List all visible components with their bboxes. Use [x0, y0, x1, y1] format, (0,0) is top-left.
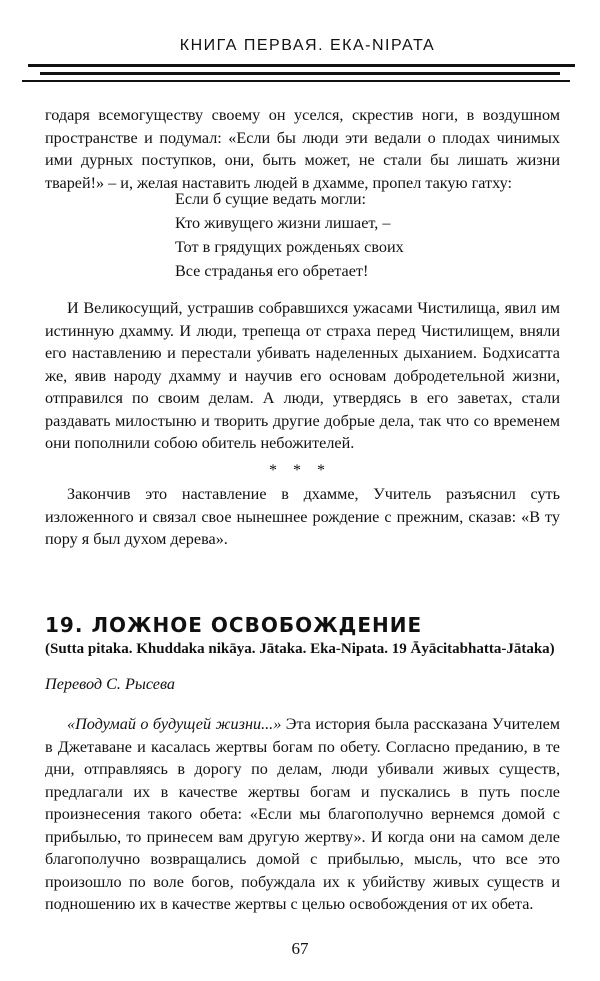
- source-reference: (Sutta pitaka. Khuddaka nikāya. Jātaka. Eka-Nipata. 19 Āyācitabhatta-Jātaka): [45, 641, 555, 657]
- translator-credit: Перевод С. Рысева: [45, 675, 175, 693]
- verse-line: Если б сущие ведать могли:: [175, 190, 366, 208]
- section-title: ЛОЖНОЕ ОСВОБОЖДЕНИЕ: [91, 613, 423, 637]
- page-header: [0, 0, 600, 100]
- header-rule: [40, 72, 560, 75]
- verse-line: Все страданья его обретает!: [175, 262, 369, 280]
- section-number: 19.: [45, 613, 84, 637]
- paragraph-continuation: годаря всемогуществу своему он уселся, скрестив ноги, в воздушном пространстве и подумал: «Если бы люди эти ведали о плодах чинимых ими дурных поступков, они, быть может, не стали бы лишать жизни тварей!» – и, желая наставить людей в дхамме, пропел такую гатху:: [45, 106, 560, 192]
- paragraph: Закончив это наставление в дхамме, Учитель разъяснил суть изложенного и связал свое нынешнее рождение с прежним, сказав: «В ту пору я был духом дерева».: [45, 485, 560, 548]
- verse-gatha: [175, 187, 404, 283]
- header-rule: [22, 80, 570, 82]
- page-number: 67: [291, 939, 309, 958]
- verse-line: Тот в грядущих рожденьях своих: [175, 238, 404, 256]
- running-title: КНИГА ПЕРВАЯ. ЕКА-NIPATA: [179, 37, 436, 54]
- paragraph-body: Эта история была рассказана Учителем в Джетаване и касалась жертвы богам по обету. Согласно преданию, в те дни, отправляясь в дорогу по делам, люди убивали живых существ, предлагали их в качестве жертвы богам и пускались в путь после произнесения такого обета: «Если мы благополучно вернемся домой с прибылью, то принесем вам другую жертву». И когда они на самом деле благополучно возвращались домой с прибылью, мысль, что все это произошло по воле богов, побуждала их к убийству живых существ и подношению их в качестве жертвы с целью освобождения от их обета.: [45, 715, 560, 913]
- verse-line: Кто живущего жизни лишает, –: [175, 214, 391, 232]
- paragraph-lead-quote: «Подумай о будущей жизни...»: [67, 715, 282, 733]
- section-heading: [45, 613, 422, 637]
- paragraph: И Великосущий, устрашив собравшихся ужасами Чистилища, явил им истинную дхамму. И люди, трепеща от страха перед Чистилищем, вняли его наставлению и перестали убивать наделенных дыханием. Бодхисатта же, явив народу дхамму и научив его основам добродетельной жизни, отправился по своим делам. А люди, утвердясь в его заветах, стали раздавать милостыню и творить другие добрые дела, так что со временем они пополнили собою обитель небожителей.: [45, 299, 560, 452]
- section-separator: * * *: [269, 462, 331, 479]
- paragraph: [45, 713, 560, 916]
- header-rule: [28, 64, 575, 67]
